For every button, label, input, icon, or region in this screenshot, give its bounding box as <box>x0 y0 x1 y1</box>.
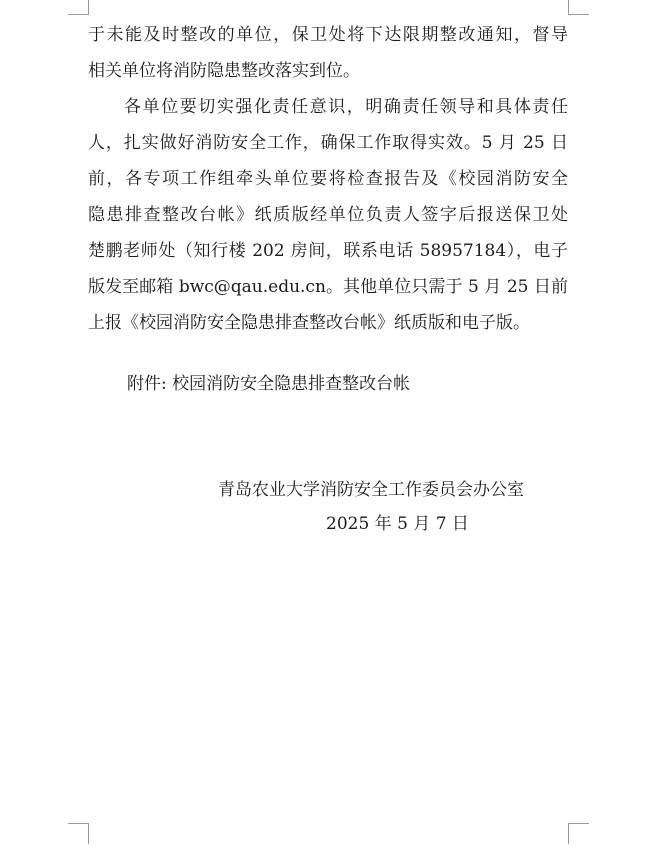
paragraph2-line-5: 楚鹏老师处（知行楼 202 房间，联系电话 58957184），电子 <box>88 241 568 261</box>
paragraph1-line-1: 于未能及时整改的单位，保卫处将下达限期整改通知，督导 <box>88 25 568 45</box>
signature-organization: 青岛农业大学消防安全工作委员会办公室 <box>218 480 524 500</box>
signature-date: 2025 年 5 月 7 日 <box>326 514 469 534</box>
crop-mark-bottom-left <box>68 823 89 844</box>
paragraph1-line-2: 相关单位将消防隐患整改落实到位。 <box>88 61 360 81</box>
crop-mark-top-right <box>568 0 589 15</box>
paragraph2-line-2: 人，扎实做好消防安全工作，确保工作取得实效。5 月 25 日 <box>88 133 568 153</box>
crop-mark-bottom-right <box>568 823 589 844</box>
paragraph2-line-3: 前，各专项工作组牵头单位要将检查报告及《校园消防安全 <box>88 169 568 189</box>
paragraph2-line-1: 各单位要切实强化责任意识，明确责任领导和具体责任 <box>124 97 568 117</box>
crop-mark-top-left <box>68 0 89 15</box>
paragraph2-line-4: 隐患排查整改台帐》纸质版经单位负责人签字后报送保卫处 <box>88 205 568 225</box>
paragraph2-line-7: 上报《校园消防安全隐患排查整改台帐》纸质版和电子版。 <box>88 313 530 333</box>
paragraph2-line-6: 版发至邮箱 bwc@qau.edu.cn。其他单位只需于 5 月 25 日前 <box>88 277 568 297</box>
attachment-line: 附件: 校园消防安全隐患排查整改台帐 <box>127 374 411 394</box>
